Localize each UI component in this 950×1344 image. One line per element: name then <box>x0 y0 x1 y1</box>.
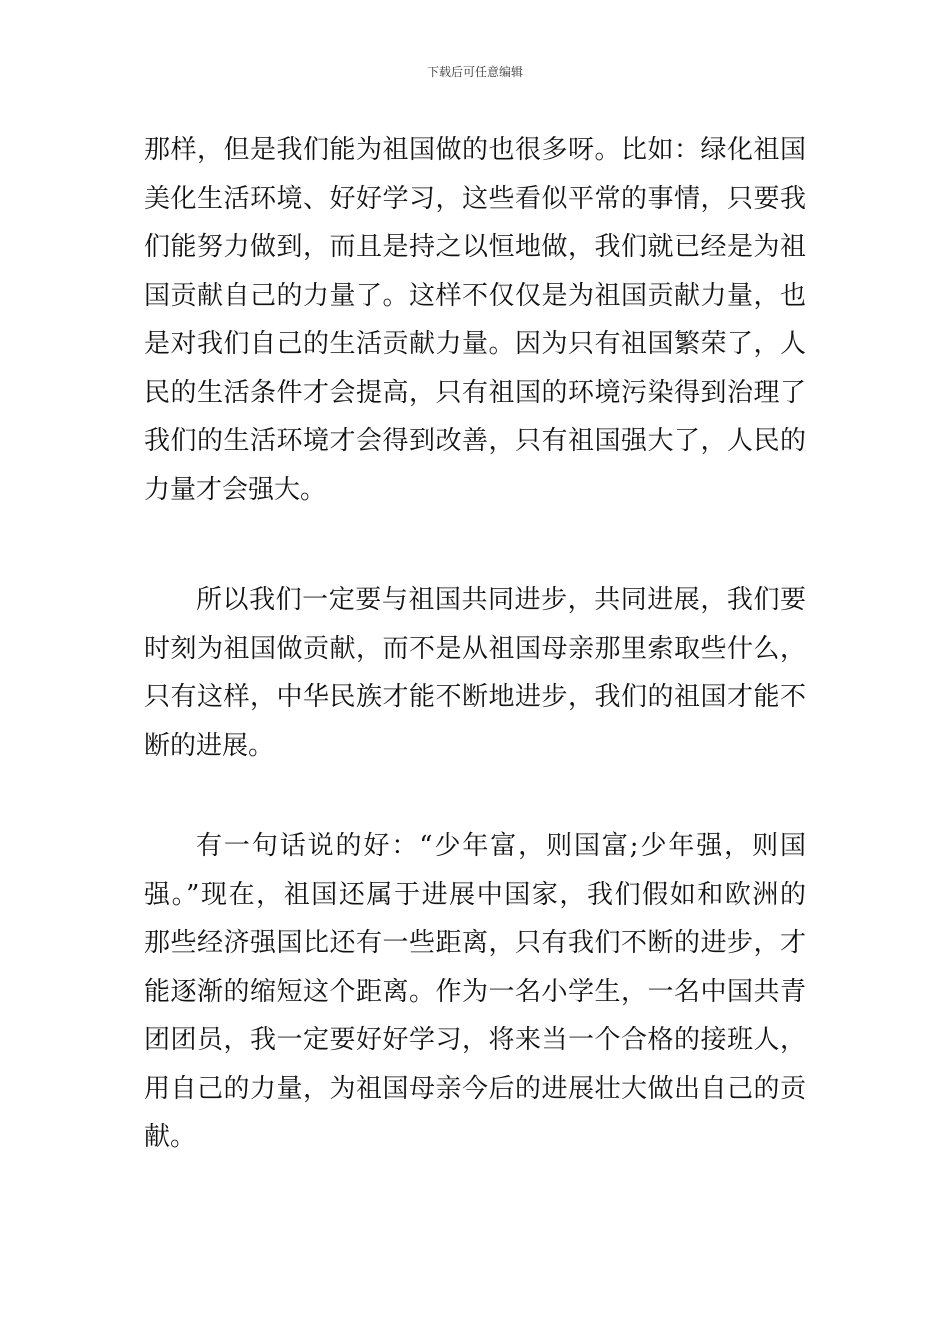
paragraph-line: 团团员，我一定要好好学习，将来当一个合格的接班人， <box>144 1025 806 1055</box>
paragraph-line: 时刻为祖国做贡献，而不是从祖国母亲那里索取些什么， <box>144 633 806 664</box>
paragraph-line: 美化生活环境、好好学习，这些看似平常的事情，只要我 <box>144 183 806 214</box>
paragraph-line: 有一句话说的好：“少年富，则国富;少年强，则国 <box>196 831 806 861</box>
paragraph-line: 断的进展。 <box>144 730 275 761</box>
paragraph-line: 献。 <box>144 1122 197 1152</box>
paragraph-line: 力量才会强大。 <box>144 474 327 505</box>
paragraph-line: 那些经济强国比还有一些距离，只有我们不断的进步，才 <box>144 928 806 958</box>
paragraph-line: 我们的生活环境才会得到改善，只有祖国强大了，人民的 <box>144 426 806 456</box>
paragraph-line: 能逐渐的缩短这个距离。作为一名小学生，一名中国共青 <box>144 976 806 1007</box>
paragraph-line: 是对我们自己的生活贡献力量。因为只有祖国繁荣了，人 <box>144 329 806 359</box>
paragraph-line: 强。”现在，祖国还属于进展中国家，我们假如和欧洲的 <box>144 879 806 910</box>
paragraph-line: 民的生活条件才会提高，只有祖国的环境污染得到治理了 <box>144 377 806 408</box>
paragraph-line: 用自己的力量，为祖国母亲今后的进展壮大做出自己的贡 <box>144 1073 806 1104</box>
page-header: 下载后可任意编辑 <box>426 65 523 79</box>
paragraph-3 <box>144 822 806 1162</box>
paragraph-line: 那样，但是我们能为祖国做的也很多呀。比如：绿化祖国 <box>144 135 806 165</box>
paragraph-2 <box>144 576 806 770</box>
paragraph-line: 国贡献自己的力量了。这样不仅仅是为祖国贡献力量，也 <box>144 280 806 311</box>
paragraph-line: 们能努力做到，而且是持之以恒地做，我们就已经是为祖 <box>144 232 806 262</box>
paragraph-1 <box>144 126 806 514</box>
paragraph-line: 所以我们一定要与祖国共同进步，共同进展，我们要 <box>196 585 806 615</box>
paragraph-line: 只有这样，中华民族才能不断地进步，我们的祖国才能不 <box>144 682 806 712</box>
